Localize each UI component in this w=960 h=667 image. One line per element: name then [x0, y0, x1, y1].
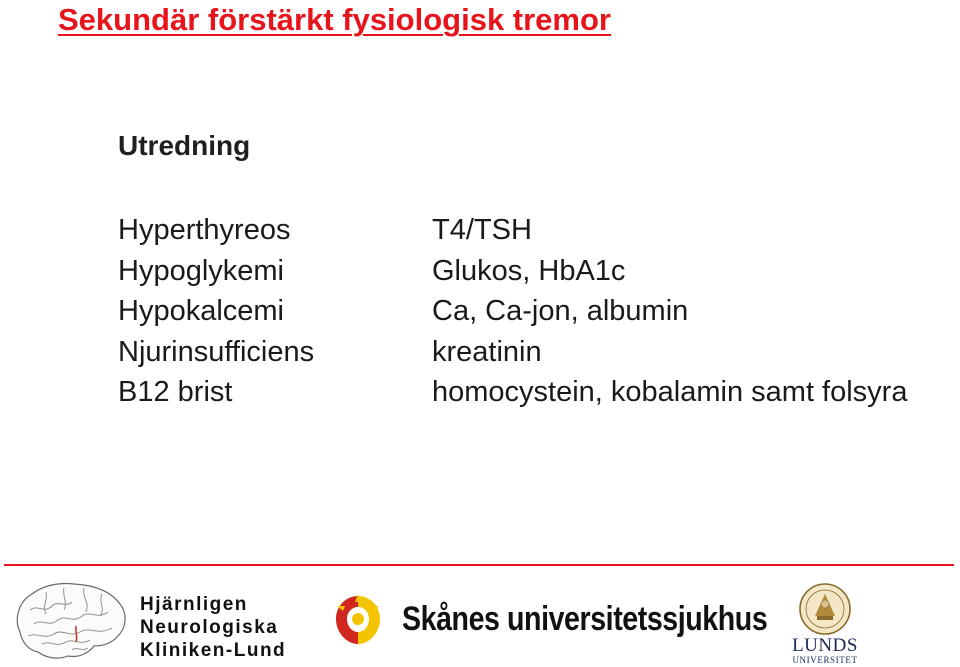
footer-divider: [4, 564, 954, 566]
condition-item: Hypokalcemi: [118, 295, 284, 327]
clinic-name: [140, 593, 286, 662]
sus-logo: [332, 592, 384, 648]
university-subtitle: UNIVERSITET: [792, 655, 858, 665]
condition-item: B12 brist: [118, 376, 233, 408]
test-item: Glukos, HbA1c: [432, 254, 626, 287]
clinic-line: Neurologiska: [140, 617, 279, 638]
tests-list: [432, 210, 907, 413]
condition-item: Hypoglykemi: [118, 254, 284, 287]
slide-title: Sekundär förstärkt fysiologisk tremor: [58, 2, 611, 37]
clinic-line: Hjärnligen: [140, 594, 248, 615]
hospital-name: Skånes universitetssjukhus: [402, 600, 768, 638]
test-item: kreatinin: [432, 335, 542, 368]
test-item: T4/TSH: [432, 214, 532, 246]
test-item: Ca, Ca-jon, albumin: [432, 295, 689, 327]
test-item: homocystein, kobalamin samt folsyra: [432, 376, 908, 408]
condition-item: Njurinsufficiens: [118, 335, 315, 368]
condition-item: Hyperthyreos: [118, 214, 291, 246]
brain-logo: [12, 580, 132, 664]
clinic-line: Kliniken-Lund: [140, 640, 287, 661]
section-heading: Utredning: [118, 130, 251, 161]
lund-university-seal: [793, 582, 857, 636]
conditions-list: [118, 210, 314, 413]
university-name: LUNDS: [792, 635, 858, 656]
